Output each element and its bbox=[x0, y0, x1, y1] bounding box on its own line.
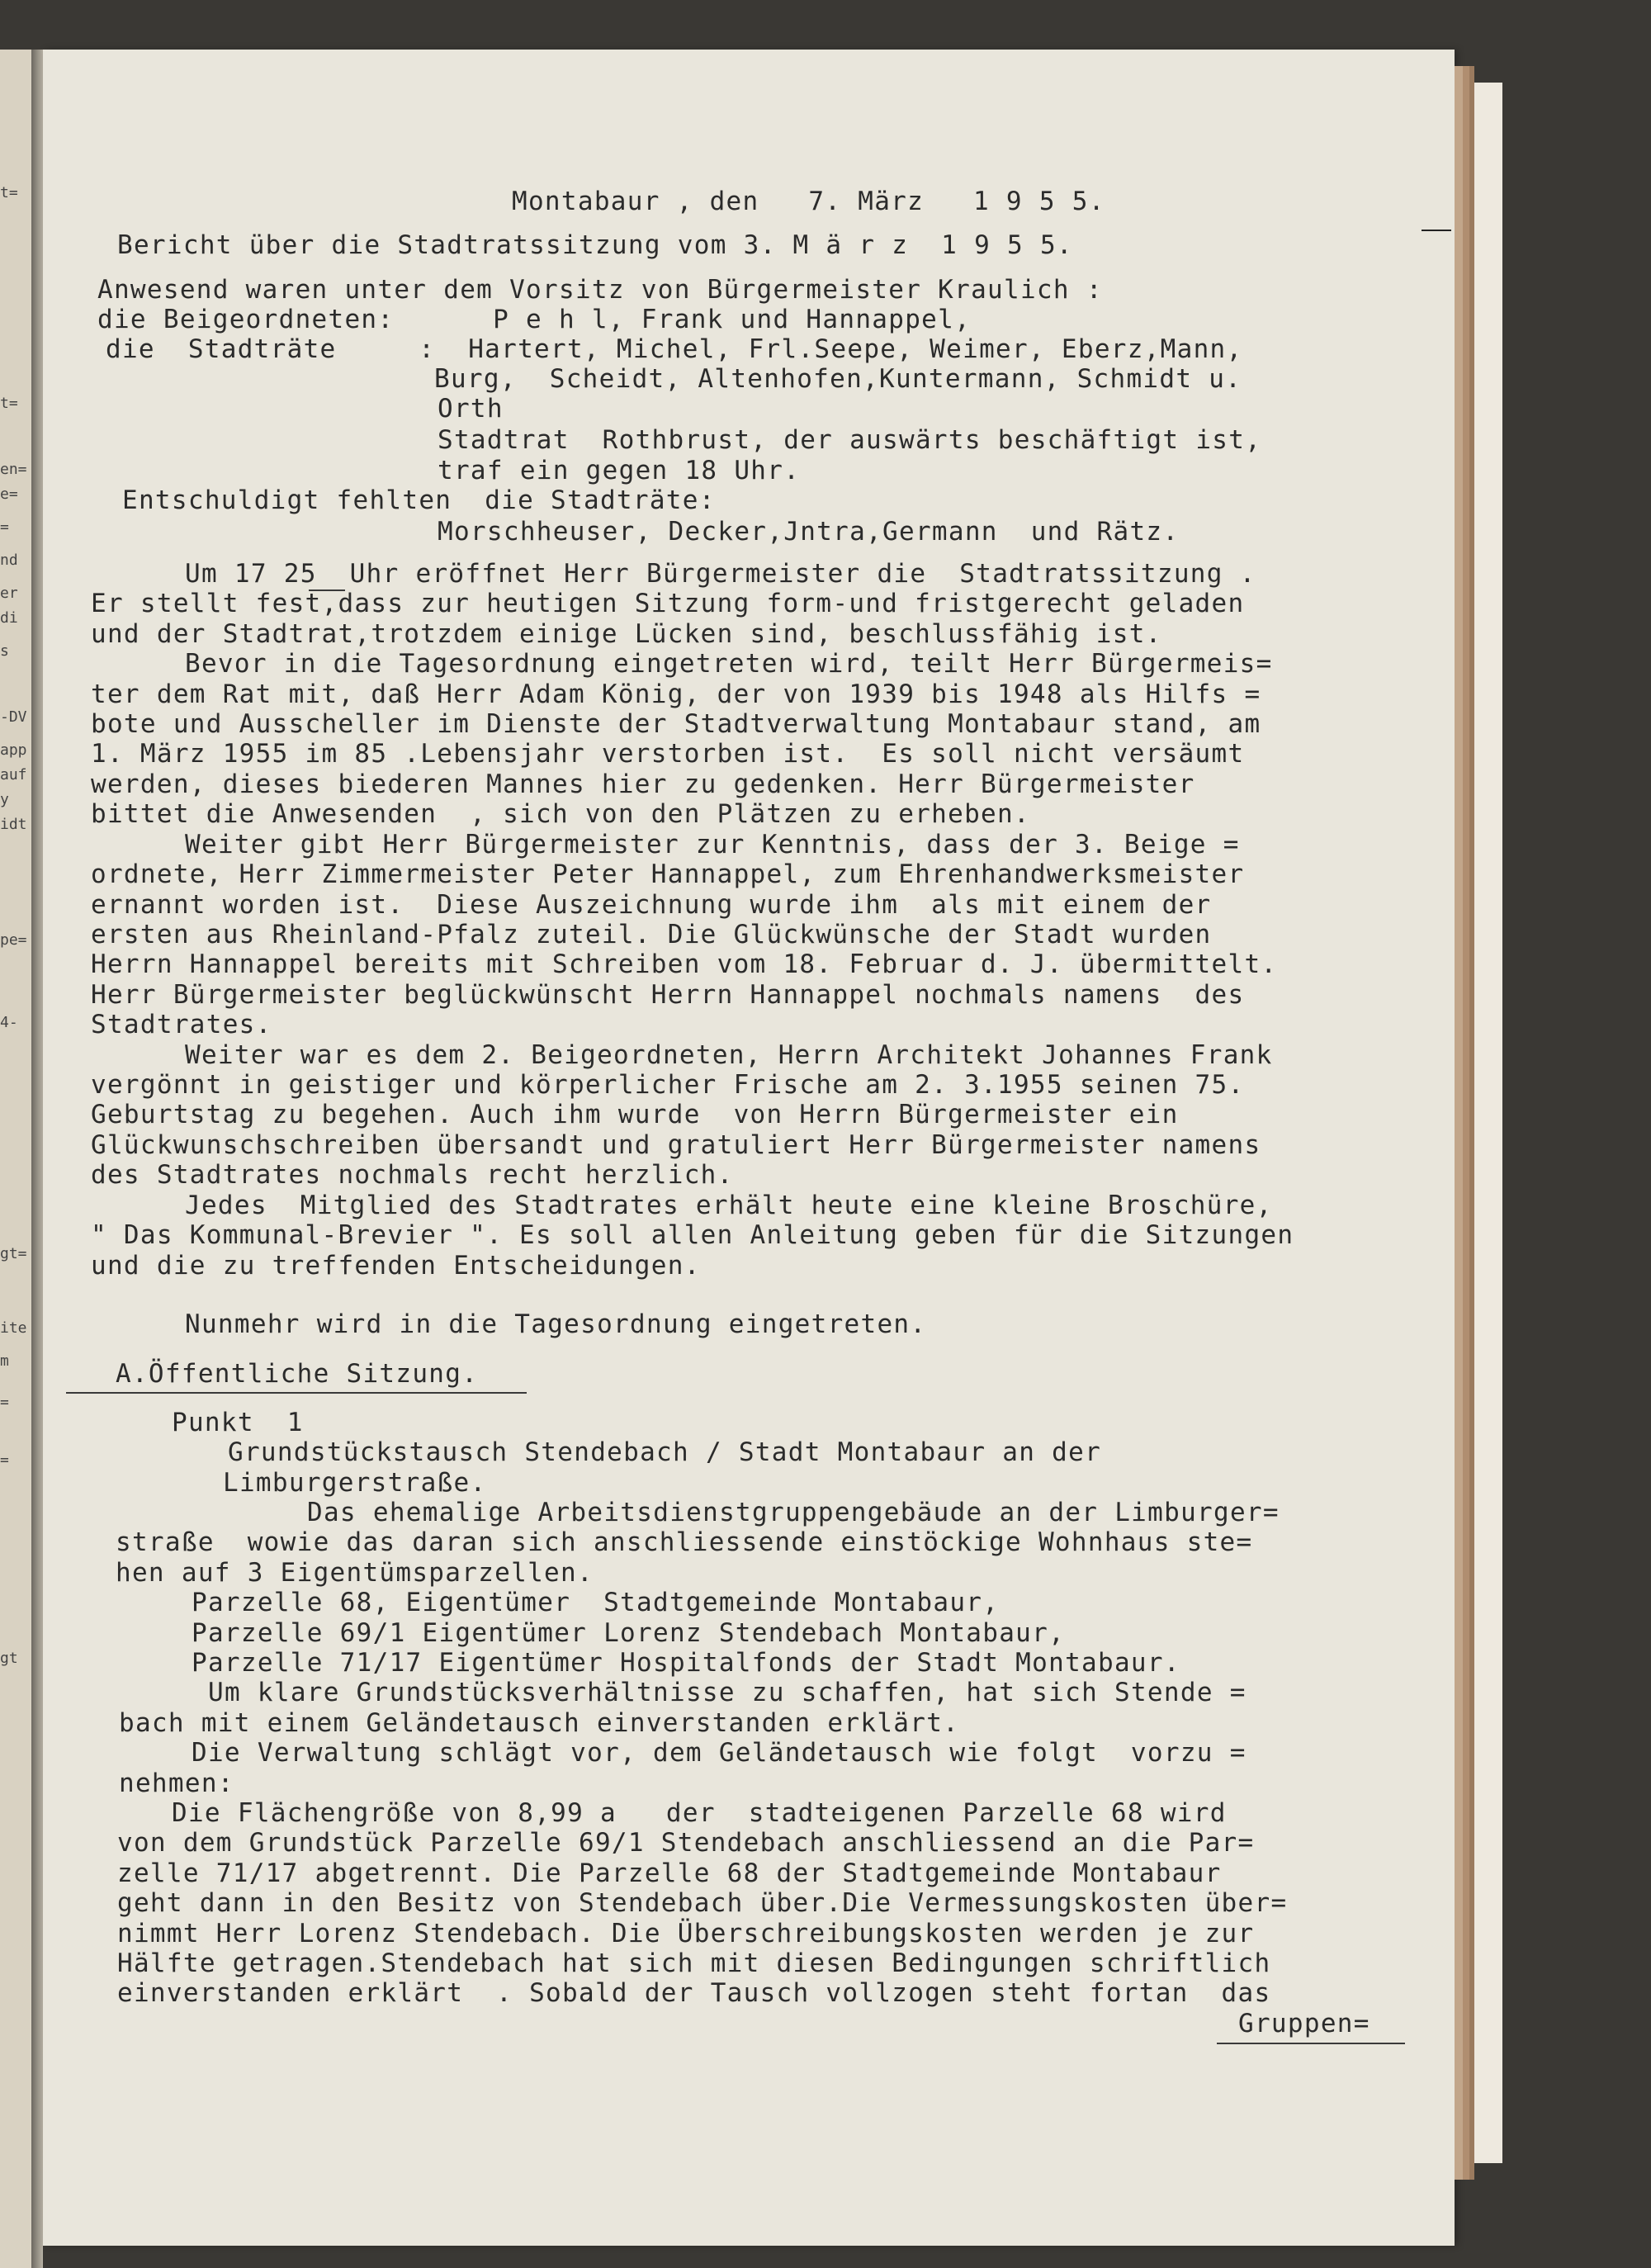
book-binding bbox=[31, 50, 43, 2268]
adjacent-page-fragment: s bbox=[0, 642, 9, 660]
text-line: Er stellt fest,dass zur heutigen Sitzung form-und fristgerecht geladen bbox=[91, 589, 1245, 618]
text-line: des Stadtrates nochmals recht herzlich. bbox=[91, 1160, 734, 1190]
text-line: werden, dieses biederen Mannes hier zu gedenken. Herr Bürgermeister bbox=[91, 769, 1195, 799]
adjacent-page-fragment: m bbox=[0, 1352, 9, 1370]
adjacent-page-fragment: di bbox=[0, 609, 18, 627]
text-line: Orth bbox=[438, 394, 504, 424]
parcel-line: Parzelle 71/17 Eigentümer Hospitalfonds der Stadt Montabaur. bbox=[192, 1648, 1180, 1678]
text-line: Herr Bürgermeister beglückwünscht Herrn Hannappel nochmals namens des bbox=[91, 980, 1245, 1010]
adjacent-page-edge bbox=[0, 50, 33, 2268]
agenda-item-title: Grundstückstausch Stendebach / Stadt Montabaur an der bbox=[228, 1437, 1102, 1467]
text-line: nehmen: bbox=[119, 1768, 234, 1798]
adjacent-page-fragment: = bbox=[0, 1451, 9, 1469]
text-line: " Das Kommunal-Brevier ". Es soll allen Anleitung geben für die Sitzungen bbox=[91, 1220, 1294, 1250]
adjacent-page-fragment: gt= bbox=[0, 1245, 27, 1262]
adjacent-page-fragment: auf bbox=[0, 766, 27, 784]
parcel-line: Parzelle 68, Eigentümer Stadtgemeinde Montabaur, bbox=[192, 1588, 1000, 1617]
adjacent-page-fragment: en= bbox=[0, 461, 27, 478]
text-line: Das ehemalige Arbeitsdienstgruppengebäude an der Limburger= bbox=[307, 1498, 1280, 1527]
adjacent-page-fragment: er bbox=[0, 585, 18, 602]
text-line: bote und Ausscheller im Dienste der Stadtverwaltung Montabaur stand, am bbox=[91, 709, 1261, 739]
page-stack-edge bbox=[1463, 66, 1469, 2180]
text-line: Morschheuser, Decker,Jntra,Germann und Rätz. bbox=[438, 517, 1180, 547]
adjacent-page-fragment: t= bbox=[0, 395, 18, 412]
adjacent-page-fragment: y bbox=[0, 791, 9, 808]
adjacent-page-fragment: t= bbox=[0, 184, 18, 201]
report-title: Bericht über die Stadtratssitzung vom 3. M ä r z 1 9 5 5. bbox=[117, 230, 1073, 260]
text-line: Um 17 25 Uhr eröffnet Herr Bürgermeister die Stadtratssitzung . bbox=[185, 559, 1256, 589]
text-line: nimmt Herr Lorenz Stendebach. Die Überschreibungskosten werden je zur bbox=[117, 1919, 1255, 1948]
continuation-underline bbox=[1217, 2043, 1405, 2044]
text-line: und der Stadtrat,trotzdem einige Lücken sind, beschlussfähig ist. bbox=[91, 619, 1162, 649]
text-line: hen auf 3 Eigentümsparzellen. bbox=[116, 1558, 594, 1588]
text-line: Herrn Hannappel bereits mit Schreiben vom 18. Februar d. J. übermittelt. bbox=[91, 949, 1278, 979]
text-line: Stadtrates. bbox=[91, 1010, 272, 1039]
text-line: Burg, Scheidt, Altenhofen,Kuntermann, Schmidt u. bbox=[434, 364, 1242, 394]
adjacent-page-fragment: nd bbox=[0, 552, 18, 569]
margin-dash bbox=[1422, 230, 1451, 231]
text-line: ter dem Rat mit, daß Herr Adam König, der von 1939 bis 1948 als Hilfs = bbox=[91, 679, 1261, 709]
date-line: Montabaur , den 7. März 1 9 5 5. bbox=[512, 187, 1105, 216]
adjacent-page-fragment: = bbox=[0, 518, 9, 536]
adjacent-page-fragment: pe= bbox=[0, 931, 27, 949]
text-line: ersten aus Rheinland-Pfalz zuteil. Die Glückwünsche der Stadt wurden bbox=[91, 920, 1212, 949]
text-line: 1. März 1955 im 85 .Lebensjahr verstorben ist. Es soll nicht versäumt bbox=[91, 739, 1245, 769]
text-line: Hälfte getragen.Stendebach hat sich mit diesen Bedingungen schriftlich bbox=[117, 1948, 1271, 1978]
adjacent-page-fragment: = bbox=[0, 1394, 9, 1411]
text-line: Weiter gibt Herr Bürgermeister zur Kenntnis, dass der 3. Beige = bbox=[185, 830, 1240, 859]
adjacent-page-fragment: app bbox=[0, 741, 27, 759]
text-line: Geburtstag zu begehen. Auch ihm wurde von Herrn Bürgermeister ein bbox=[91, 1100, 1179, 1129]
text-line: ernannt worden ist. Diese Auszeichnung wurde ihm als mit einem der bbox=[91, 890, 1212, 920]
section-heading: A.Öffentliche Sitzung. bbox=[116, 1359, 479, 1389]
continuation-word: Gruppen= bbox=[1238, 2009, 1370, 2038]
text-line: bach mit einem Geländetausch einverstanden erklärt. bbox=[119, 1708, 960, 1738]
text-line: bittet die Anwesenden , sich von den Plätzen zu erheben. bbox=[91, 799, 1030, 829]
text-line: Entschuldigt fehlten die Stadträte: bbox=[122, 485, 716, 515]
text-line: ordnete, Herr Zimmermeister Peter Hannappel, zum Ehrenhandwerksmeister bbox=[91, 859, 1245, 889]
text-line: Um klare Grundstücksverhältnisse zu schaffen, hat sich Stende = bbox=[208, 1678, 1247, 1707]
text-line: einverstanden erklärt . Sobald der Tausch vollzogen steht fortan das bbox=[117, 1978, 1271, 2008]
text-line: Bevor in die Tagesordnung eingetreten wird, teilt Herr Bürgermeis= bbox=[185, 649, 1273, 679]
text-line: vergönnt in geistiger und körperlicher Frische am 2. 3.1955 seinen 75. bbox=[91, 1070, 1245, 1100]
section-underline bbox=[66, 1392, 527, 1394]
text-line: traf ein gegen 18 Uhr. bbox=[438, 456, 801, 485]
text-line: Stadtrat Rothbrust, der auswärts beschäftigt ist, bbox=[438, 425, 1262, 455]
adjacent-page-fragment: 4- bbox=[0, 1014, 18, 1031]
page-stack-edge bbox=[1455, 66, 1463, 2180]
adjacent-page-fragment: gt bbox=[0, 1650, 18, 1667]
text-line: Weiter war es dem 2. Beigeordneten, Herrn Architekt Johannes Frank bbox=[185, 1040, 1273, 1070]
text-line: die Stadträte : Hartert, Michel, Frl.Seepe, Weimer, Eberz,Mann, bbox=[106, 334, 1243, 364]
adjacent-page-fragment: idt bbox=[0, 816, 27, 833]
agenda-item-number: Punkt 1 bbox=[172, 1408, 304, 1437]
parcel-line: Parzelle 69/1 Eigentümer Lorenz Stendebach Montabaur, bbox=[192, 1618, 1066, 1648]
text-line: Die Flächengröße von 8,99 a der stadteigenen Parzelle 68 wird bbox=[172, 1798, 1227, 1828]
text-line: von dem Grundstück Parzelle 69/1 Stendebach anschliessend an die Par= bbox=[117, 1828, 1255, 1858]
text-line: straße wowie das daran sich anschliessende einstöckige Wohnhaus ste= bbox=[116, 1527, 1253, 1557]
agenda-item-title: Limburgerstraße. bbox=[223, 1468, 487, 1498]
adjacent-page-fragment: e= bbox=[0, 485, 18, 503]
text-line: zelle 71/17 abgetrennt. Die Parzelle 68 der Stadtgemeinde Montabaur bbox=[117, 1858, 1222, 1888]
text-line: Die Verwaltung schlägt vor, dem Geländetausch wie folgt vorzu = bbox=[192, 1738, 1247, 1768]
text-line: Glückwunschschreiben übersandt und gratuliert Herr Bürgermeister namens bbox=[91, 1130, 1261, 1160]
text-line: und die zu treffenden Entscheidungen. bbox=[91, 1251, 701, 1281]
adjacent-page-fragment: ite bbox=[0, 1319, 27, 1337]
text-line: Anwesend waren unter dem Vorsitz von Bürgermeister Kraulich : bbox=[97, 275, 1103, 305]
adjacent-page-fragment: -DV bbox=[0, 708, 27, 726]
text-line: Nunmehr wird in die Tagesordnung eingetreten. bbox=[185, 1309, 927, 1339]
text-line: Jedes Mitglied des Stadtrates erhält heute eine kleine Broschüre, bbox=[185, 1191, 1273, 1220]
text-line: geht dann in den Besitz von Stendebach über.Die Vermessungskosten über= bbox=[117, 1888, 1288, 1918]
text-line: die Beigeordneten: P e h l, Frank und Hannappel, bbox=[97, 305, 972, 334]
page-stack-edge bbox=[1474, 83, 1502, 2163]
